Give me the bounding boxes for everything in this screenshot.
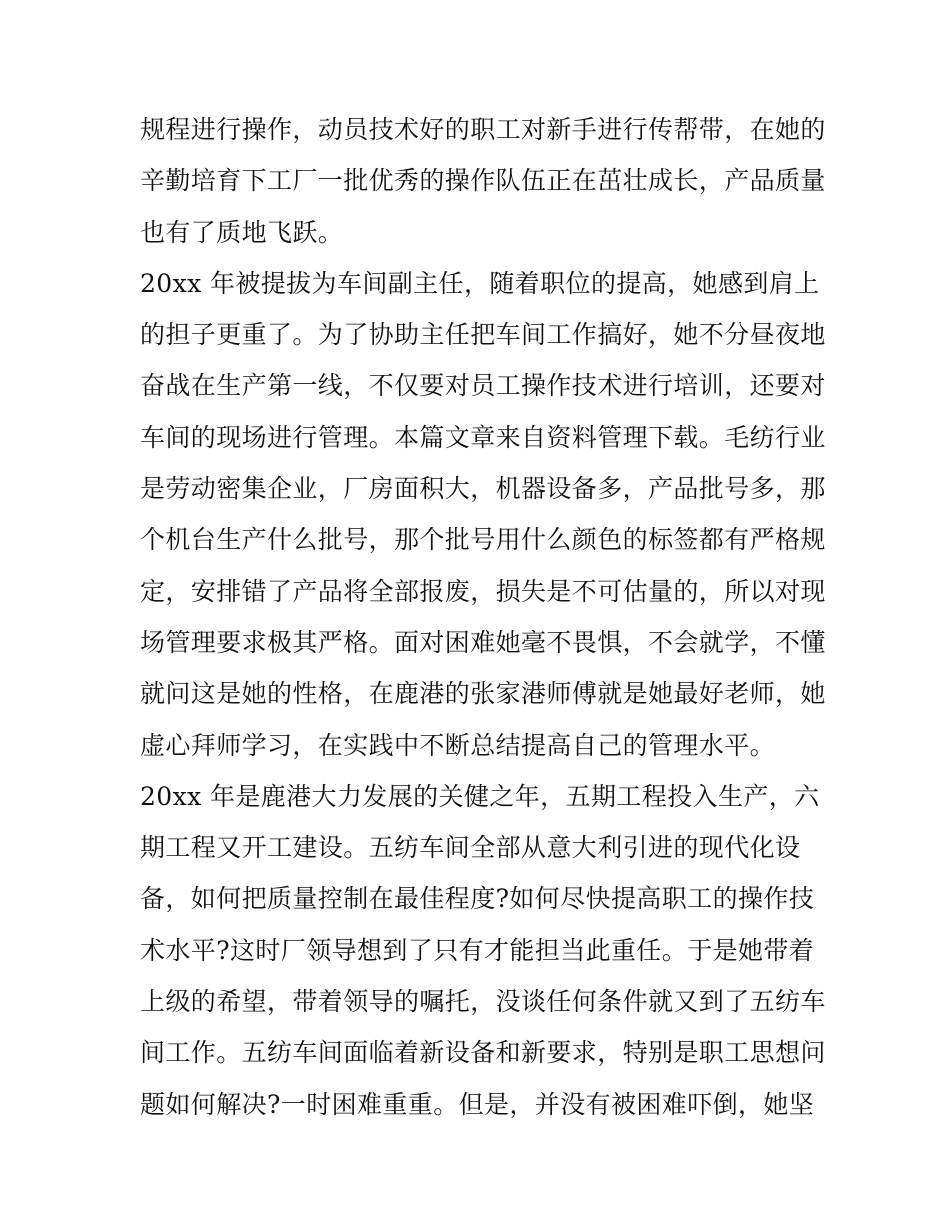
text-line: 20xx 年被提拔为车间副主任，随着职位的提高，她感到肩上: [140, 268, 820, 298]
text-line: 就问这是她的性格，在鹿港的张家港师傅就是她最好老师，她: [140, 679, 826, 709]
text-line: 奋战在生产第一线，不仅要对员工操作技术进行培训，还要对: [140, 371, 826, 401]
text-line: 个机台生产什么批号，那个批号用什么颜色的标签都有严格规: [140, 525, 826, 555]
text-line: 间工作。五纺车间面临着新设备和新要求，特别是职工思想问: [140, 1038, 826, 1068]
text-line: 规程进行操作，动员技术好的职工对新手进行传帮带，在她的: [140, 115, 826, 144]
text-line: 20xx 年是鹿港大力发展的关健之年，五期工程投入生产，六: [140, 781, 820, 811]
text-line: 备，如何把质量控制在最佳程度?如何尽快提高职工的操作技: [140, 884, 815, 914]
text-line: 辛勤培育下工厂一批优秀的操作队伍正在茁壮成长，产品质量: [140, 166, 826, 196]
text-line: 上级的希望，带着领导的嘱托，没谈任何条件就又到了五纺车: [140, 987, 826, 1017]
text-line: 场管理要求极其严格。面对困难她毫不畏惧，不会就学，不懂: [140, 627, 826, 657]
text-line: 题如何解决?一时困难重重。但是，并没有被困难吓倒，她坚: [140, 1089, 815, 1119]
text-line: 虚心拜师学习，在实践中不断总结提高自己的管理水平。: [140, 730, 776, 760]
text-line: 是劳动密集企业，厂房面积大，机器设备多，产品批号多，那: [140, 474, 826, 504]
document-body: [140, 104, 826, 1130]
text-line: 期工程又开工建设。五纺车间全部从意大利引进的现代化设: [140, 833, 801, 863]
text-line: 车间的现场进行管理。本篇文章来自资料管理下载。毛纺行业: [140, 422, 826, 452]
text-line: 的担子更重了。为了协助主任把车间工作搞好，她不分昼夜地: [140, 320, 826, 350]
text-line: 术水平?这时厂领导想到了只有才能担当此重任。于是她带着: [140, 935, 815, 965]
text-line: 也有了质地飞跃。: [140, 217, 344, 247]
text-line: 定，安排错了产品将全部报废，损失是不可估量的，所以对现: [140, 576, 826, 606]
